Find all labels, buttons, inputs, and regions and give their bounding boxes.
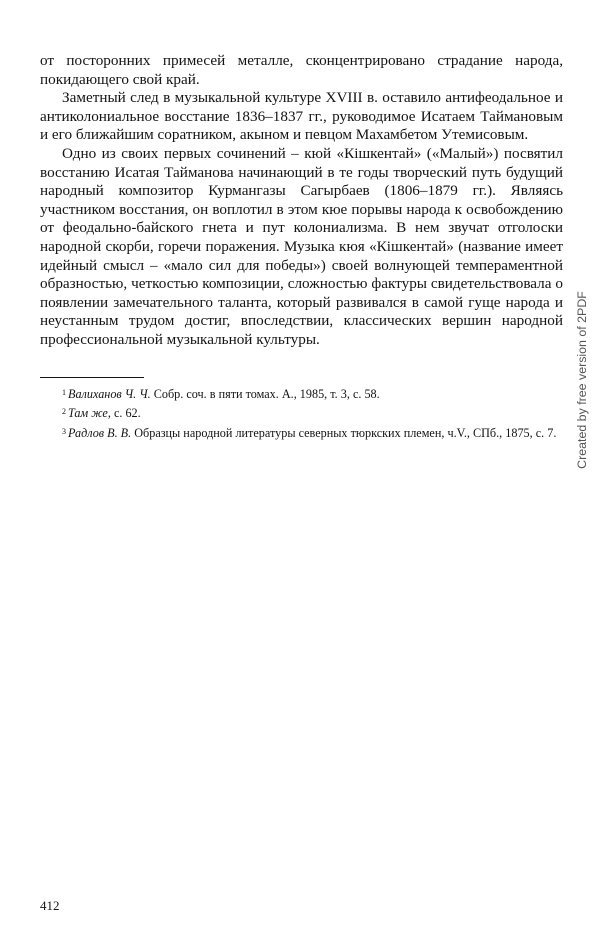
footnote-mark: 1 xyxy=(62,388,66,397)
footnote-text: Образцы народной литературы северных тюркских племен, ч.V., СПб., 1875, с. 7. xyxy=(131,425,557,440)
footnote-separator xyxy=(40,377,144,378)
page-number: 412 xyxy=(40,898,60,913)
paragraph-uprising: Заметный след в музыкальной культуре XVIII в. оставило антифеодальное и антиколониальное восстание 1836–1837 гг., руководимое Исатаем Таймановым и его ближайшим соратником, акыном и певцом Махамбетом Утемисовым. xyxy=(40,89,563,144)
footnote-mark: 3 xyxy=(62,426,66,436)
main-text xyxy=(40,52,563,350)
footnotes xyxy=(40,384,563,442)
footnote-text: с. 62. xyxy=(110,406,141,421)
paragraph-kishkentai: Одно из своих первых сочинений – кюй «Кішкентай» («Малый») посвятил восстанию Исатая Тайманова начинающий в те годы творческий путь будущий народный композитор Курмангазы Сагырбаев (1806–1879 гг.). Являясь участником восстания, он воплотил в этом кюе порывы народа к освобождению от феодально-байского гнета и пут колониализма. В нем звучат отголоски народной скорби, горечи поражения. Музыка кюя «Кішкентай» (название имеет идейный смысл – «мало сил для победы») своей волнующей темпераментной образностью, четкостью композиции, сложностью фактуры свидетельствовала о появлении замечательного таланта, который развивался в самой гуще народа и неустанным трудом достиг, впоследствии, классических вершин народной профессиональной музыкальной культуры. xyxy=(40,144,563,348)
footnote xyxy=(40,423,563,442)
footnote-author: Валиханов Ч. Ч. xyxy=(68,387,151,401)
footnote-text: Собр. соч. в пяти томах. А., 1985, т. 3, с. 58. xyxy=(150,387,380,401)
footnote-mark: 2 xyxy=(62,407,66,417)
footnote xyxy=(40,403,563,422)
paragraph-continuation: от посторонних примесей металле, сконцентрировано страдание народа, покидающего свой край. xyxy=(40,52,563,88)
watermark-text: Created by free version of 2PDF xyxy=(575,291,589,469)
footnote-author: Там же, xyxy=(68,406,111,421)
footnote-author: Радлов В. В. xyxy=(68,425,132,440)
footnote xyxy=(40,384,563,403)
